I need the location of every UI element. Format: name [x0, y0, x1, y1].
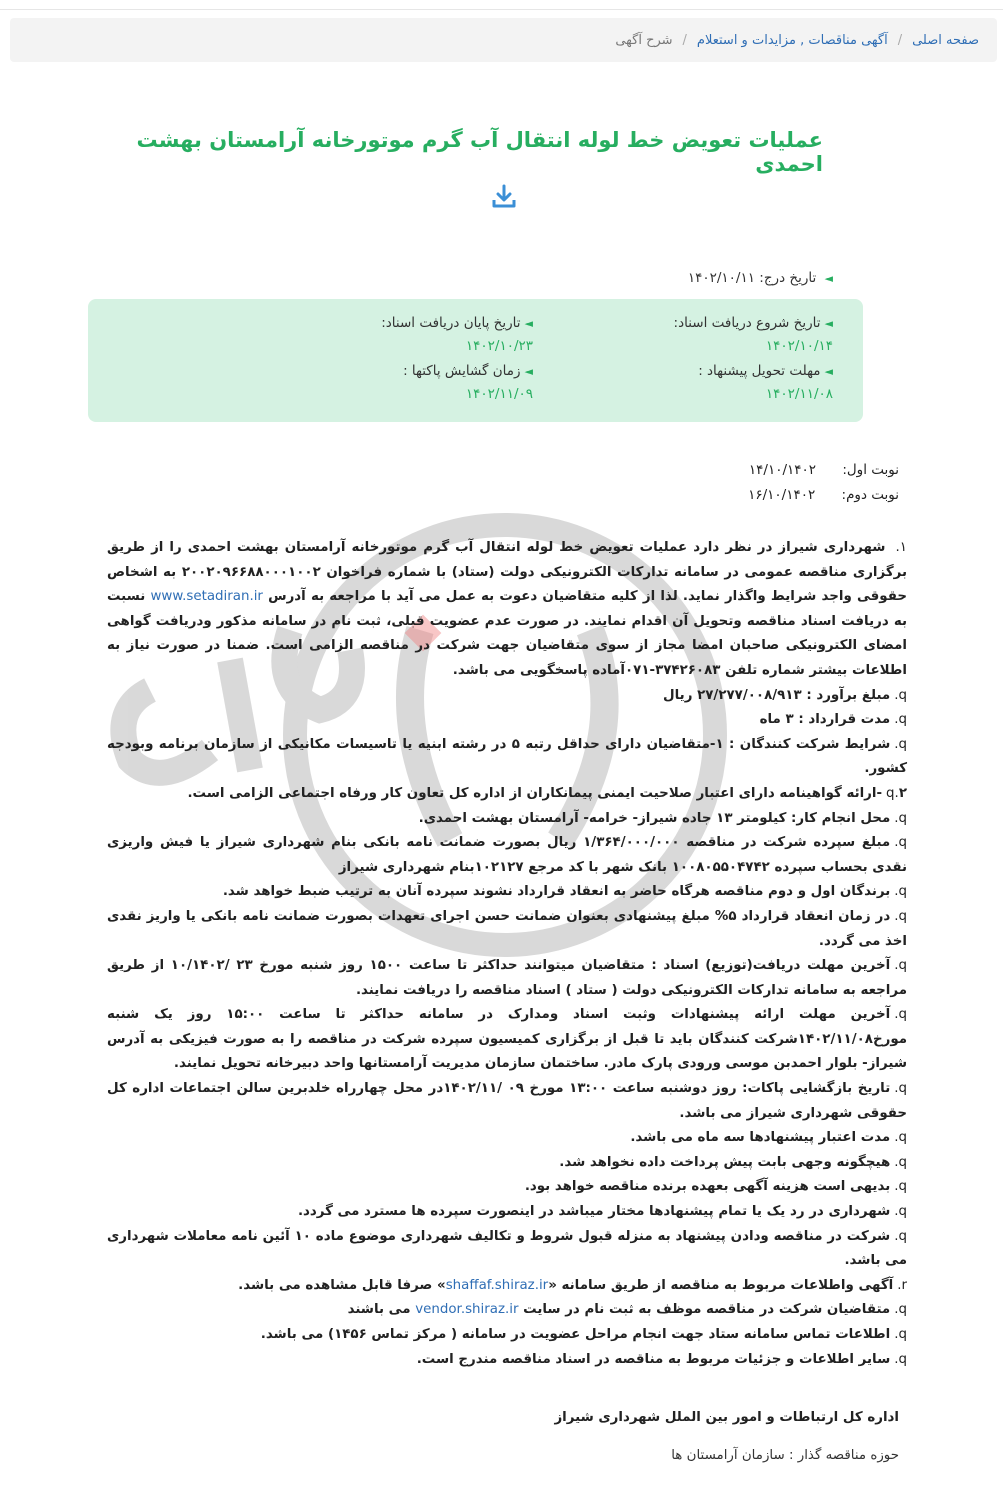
second-round-label: نوبت دوم: — [841, 487, 899, 503]
breadcrumb-separator: / — [682, 32, 687, 48]
list-number: ۱. — [895, 540, 907, 555]
deadline-label: مهلت تحویل پیشنهاد : — [698, 363, 821, 379]
insert-date-label: تاریخ درج: — [759, 270, 817, 286]
start-date-value: ۱۴۰۲/۱۰/۱۴ — [765, 338, 833, 354]
download-icon[interactable] — [490, 183, 518, 211]
intro-text-b: نسبت به دریافت اسناد مناقصه وتحویل آن اقدام نمایند. در صورت عدم عضویت قبلی، ثبت نام در سامانه مذکور ودریافت گواهی امضای الکترونیکی صاحبان امضا مجاز از سوی متقاضیان جهت شرکت در مناقصه الزامی است. ضمنا در صورت نیاز به اطلاعات بیشتر شماره تلفن ۳۷۴۲۶۰۸۳-۰۷۱آماده پاسخگویی می باشد. — [107, 589, 907, 678]
list-item-doc-deadline: q.آخرین مهلت دریافت(توزیع) اسناد : متقاضیان میتوانند حداکثر تا ساعت ۱۵۰۰ روز شنبه مورخ ۲۳ /۱۰/۱۴۰۲ از طریق مراجعه به سامانه تدارکات الکترونیکی دولت ( ستاد ) اسناد مناقصه را دریافت نمایند. — [107, 958, 907, 998]
opening-label: زمان گشایش پاکتها : — [403, 363, 521, 379]
shaffaf-link[interactable]: shaffaf.shiraz.ir — [445, 1277, 549, 1293]
breadcrumb — [10, 18, 997, 62]
first-round-value: ۱۴/۱۰/۱۴۰۲ — [748, 462, 817, 478]
triangle-icon: ◄ — [824, 272, 833, 285]
list-item-location: q.محل انجام کار: کیلومتر ۱۳ جاده شیراز- خرامه- آرامستان بهشت احمدی. — [418, 810, 907, 826]
setadiran-link[interactable]: www.setadiran.ir — [150, 589, 263, 605]
second-round-value: ۱۶/۱۰/۱۴۰۲ — [748, 487, 816, 503]
breadcrumb-separator: / — [897, 32, 903, 48]
announcement-body — [107, 536, 907, 1372]
triangle-icon: ◄ — [524, 317, 533, 330]
list-item-winners: q.برندگان اول و دوم مناقصه هرگاه حاضر به انعقاد قرارداد نشوند سپرده آنان به ترتیب ضبط خواهد شد. — [222, 884, 907, 900]
list-item-opening: q.تاریخ بازگشایی پاکات: روز دوشنبه ساعت ۱۳:۰۰ مورخ ۰۹ /۱۴۰۲/۱۱در محل چهارراه خلدبرین سالن اجتماعات اداره کل حقوقی شهرداری شیراز می باشد. — [107, 1081, 907, 1121]
list-item-submit-deadline: q.آخرین مهلت ارائه پیشنهادات وثبت اسناد ومدارک در سامانه حداکثر تا ساعت ۱۵:۰۰ روز یک شنبه مورخ۱۴۰۲/۱۱/۰۸شرکت کنندگان باید تا قبل از برگزاری کمیسیون سپرده شرکت در مناقصه را به صورت فیزیکی به آدرس شیراز- بلوار احمدبن موسی ورودی پارک مادر. ساختمان سازمان مدیریت آرامستانها واحد دبیرخانه تحویل نمایند. — [107, 1007, 907, 1072]
insert-date-value: ۱۴۰۲/۱۰/۱۱ — [687, 270, 755, 286]
vendor-link[interactable]: vendor.shiraz.ir — [415, 1302, 519, 1318]
list-item-validity: q.مدت اعتبار پیشنهادها سه ماه می باشد. — [630, 1130, 907, 1146]
list-item-ad-cost: q.بدیهی است هزینه آگهی بعهده برنده مناقصه خواهد بود. — [524, 1179, 907, 1195]
insert-date — [688, 270, 833, 286]
page-title: عملیات تعویض خط لوله انتقال آب گرم موتورخانه آرامستان بهشت احمدی — [136, 128, 823, 176]
list-item-estimate: q.مبلغ برآورد : ۲۷/۲۷۷/۰۰۸/۹۱۳ ریال — [663, 687, 907, 703]
list-item-deposit: q.مبلغ سپرده شرکت در مناقصه ۱/۳۶۴/۰۰۰/۰۰۰ ریال بصورت ضمانت نامه بانکی بنام شهرداری شیراز یا فیش واریزی نقدی بحساب سپرده ۱۰۰۸۰۵۵۰۴۷۴۲ بانک شهر با کد مرجع ۱۰۲۱۲۷بنام شهرداری شیراز — [107, 835, 907, 875]
triangle-icon: ◄ — [824, 317, 833, 330]
list-item-shaffaf: r.آگهی واطلاعات مربوط به مناقصه از طریق سامانه «shaffaf.shiraz.ir» صرفا قابل مشاهده می باشد. — [238, 1277, 907, 1293]
list-item-prepayment: q.هیچگونه وجهی بابت پیش پرداخت داده نخواهد شد. — [559, 1154, 907, 1170]
first-round-label: نوبت اول: — [842, 462, 899, 478]
deadline-date — [698, 363, 833, 402]
breadcrumb-home[interactable]: صفحه اصلی — [912, 32, 979, 48]
end-date — [381, 315, 533, 354]
list-item-conditions: q.شرایط شرکت کنندگان : ۱-متقاضیان دارای حداقل رتبه ۵ در رشته ابنیه یا تاسیسات مکانیکی از سازمان برنامه وبودجه کشور. — [107, 736, 907, 777]
list-item-guarantee: q.در زمان انعقاد قرارداد ۵% مبلغ پیشنهادی بعنوان ضمانت حسن اجرای تعهدات بصورت ضمانت نامه بانکی یا واریز نقدی اخذ می گردد. — [107, 908, 907, 949]
triangle-icon: ◄ — [824, 365, 833, 378]
intro-text-a: شهرداری شیراز در نظر دارد عملیات تعویض خط لوله انتقال آب گرم موتورخانه آرامستان بهشت احمدی را از طریق برگزاری مناقصه عمومی در سامانه تدارکات الکترونیکی دولت (ستاد) با شماره فراخوان ۲۰۰۲۰۹۶۶۸۸۰۰۰۱۰۰۲ به اشخاص حقوقی واجد شرایط واگذار نماید. لذا از کلیه متقاضیان دعوت به عمل می آید با مراجعه به آدرس — [107, 540, 907, 605]
start-date — [674, 315, 833, 354]
second-round — [748, 487, 899, 503]
breadcrumb-current: شرح آگهی — [615, 32, 673, 48]
breadcrumb-category[interactable]: آگهی مناقصات , مزایدات و استعلام — [696, 32, 888, 48]
opening-date — [403, 363, 533, 402]
list-item-rejection: q.شهرداری در رد یک یا تمام پیشنهادها مختار میباشد در اینصورت سپرده ها مسترد می گردد. — [297, 1204, 907, 1220]
top-divider — [0, 0, 1003, 10]
first-round — [749, 462, 899, 478]
list-item-duration: q.مدت قرارداد : ۳ ماه — [759, 712, 907, 728]
footer-organization: اداره کل ارتباطات و امور بین الملل شهرداری شیراز — [554, 1410, 899, 1425]
opening-value: ۱۴۰۲/۱۱/۰۹ — [465, 386, 533, 402]
list-item-contact: q.اطلاعات تماس سامانه ستاد جهت انجام مراحل عضویت در سامانه ( مرکز تماس ۱۴۵۶) می باشد. — [260, 1327, 907, 1342]
end-date-value: ۱۴۰۲/۱۰/۲۳ — [465, 338, 533, 354]
list-item-certificate: q.۲-ارائه گواهینامه دارای اعتبار صلاحیت ایمنی پیمانکاران از اداره کل تعاون کار ورفاه اجتماعی الزامی است. — [187, 785, 907, 801]
intro-paragraph — [107, 536, 907, 684]
list-item-acceptance: q.شرکت در مناقصه ودادن پیشنهاد به منزله قبول شروط و تکالیف شهرداری موضوع ماده ۱۰ آئین نامه معاملات شهرداری می باشد. — [107, 1228, 907, 1269]
triangle-icon: ◄ — [524, 365, 533, 378]
dates-panel — [88, 299, 863, 422]
start-date-label: تاریخ شروع دریافت اسناد: — [673, 315, 821, 331]
end-date-label: تاریخ پایان دریافت اسناد: — [381, 315, 521, 331]
footer-tender-field: حوزه مناقصه گذار : سازمان آرامستان ها — [671, 1448, 899, 1463]
list-item-other: q.سایر اطلاعات و جزئیات مربوط به مناقصه در اسناد مناقصه مندرج است. — [416, 1351, 907, 1367]
list-item-vendor: q.متقاضیان شرکت در مناقصه موظف به ثبت نام در سایت vendor.shiraz.ir می باشند — [347, 1302, 907, 1318]
deadline-value: ۱۴۰۲/۱۱/۰۸ — [765, 386, 833, 402]
